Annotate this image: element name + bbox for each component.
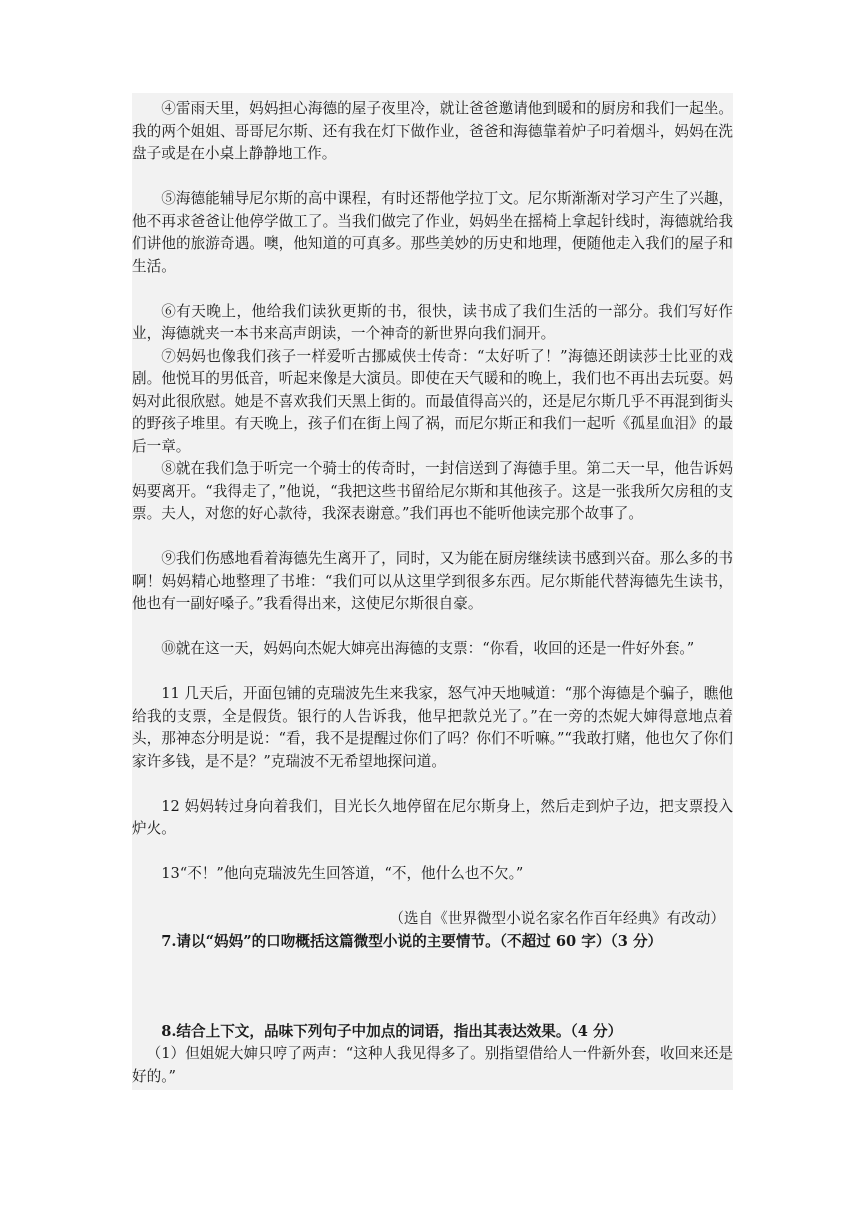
paragraph-gap: [132, 526, 733, 549]
paragraph-12: 12 妈妈转过身向着我们，目光长久地停留在尼尔斯身上，然后走到炉子边，把支票投入炉火。: [132, 797, 733, 837]
paragraph-6: ⑥有天晚上，他给我们读狄更斯的书，很快，读书成了我们生活的一部分。我们写好作业，海德就夹一本书来高声朗读，一个神奇的新世界向我们洞开。: [132, 302, 733, 342]
paragraph-gap: [132, 166, 733, 189]
paragraph-4: ④雷雨天里，妈妈担心海德的屋子夜里冷，就让爸爸邀请他到暖和的厨房和我们一起坐。我的两个姐姐、哥哥尼尔斯、还有我在灯下做作业，爸爸和海德靠着炉子叼着烟斗，妈妈在洗盘子或是在小桌上静静地工作。: [132, 100, 733, 162]
paragraph-gap: [132, 886, 733, 909]
paragraph-gap: [132, 278, 733, 301]
paragraph-gap: [132, 616, 733, 639]
paragraph-gap: [132, 773, 733, 796]
paragraph-gap: [132, 998, 733, 1021]
answer-space: [132, 953, 733, 998]
paragraph-11: 11 几天后，开面包铺的克瑞波先生来我家，怒气冲天地喊道：“那个海德是个骗子，瞧他给我的支票，全是假货。银行的人告诉我，他早把款兑光了。”在一旁的杰妮大婶得意地点着头，那神态分明是说：“看，我不是提醒过你们了吗？你们不听嘛。”“我敢打赌，他也欠了你们家许多钱，是不是？”克瑞波不无希望地探问道。: [132, 685, 733, 770]
paragraph-gap: [132, 661, 733, 684]
paragraph-gap: [132, 841, 733, 864]
paragraph-10: ⑩就在这一天，妈妈向杰妮大婶亮出海德的支票：“你看，收回的还是一件好外套。”: [161, 640, 695, 657]
paragraph-7: ⑦妈妈也像我们孩子一样爱听古挪威侠士传奇：“太好听了！”海德还朗读莎士比亚的戏剧。他悦耳的男低音，听起来像是大演员。即使在天气暖和的晚上，我们也不再出去玩耍。妈妈对此很欣慰。她是不喜欢我们天黑上街的。而最值得高兴的，还是尼尔斯几乎不再混到街头的野孩子堆里。有天晚上，孩子们在街上闯了祸，而尼尔斯正和我们一起听《孤星血泪》的最后一章。: [132, 347, 733, 455]
question-8: 8.结合上下文，品味下列句子中加点的词语，指出其表达效果。（4 分）: [161, 1022, 623, 1040]
paragraph-8: ⑧就在我们急于听完一个骑士的传奇时，一封信送到了海德手里。第二天一早，他告诉妈妈要离开。“我得走了，”他说，“我把这些书留给尼尔斯和其他孩子。这是一张我所欠房租的支票。夫人，对您的好心款待，我深表谢意。”我们再也不能听他读完那个故事了。: [132, 460, 733, 522]
document-body: [132, 98, 733, 1088]
paragraph-13: 13“不！”他向克瑞波先生回答道，“不，他什么也不欠。”: [161, 865, 524, 882]
question-8-item-1: （1）但姐妮大婶只哼了两声：“这种人我见得多了。别指望借给人一件新外套，收回来还是好的。”: [132, 1045, 733, 1085]
paragraph-5: ⑤海德能辅导尼尔斯的高中课程，有时还帮他学拉丁文。尼尔斯渐渐对学习产生了兴趣，他不再求爸爸让他停学做工了。当我们做完了作业，妈妈坐在摇椅上拿起针线时，海德就给我们讲他的旅游奇遇。噢，他知道的可真多。那些美妙的历史和地理，便随他走入我们的屋子和生活。: [132, 190, 733, 275]
source-note: （选自《世界微型小说名家名作百年经典》有改动）: [389, 910, 725, 927]
question-7: 7.请以“妈妈”的口吻概括这篇微型小说的主要情节。（不超过 60 字）（3 分）: [161, 932, 663, 950]
paragraph-9: ⑨我们伤感地看着海德先生离开了，同时，又为能在厨房继续读书感到兴奋。那么多的书啊！妈妈精心地整理了书堆：“我们可以从这里学到很多东西。尼尔斯能代替海德先生读书，他也有一副好嗓子。”我看得出来，这使尼尔斯很自豪。: [132, 550, 733, 612]
